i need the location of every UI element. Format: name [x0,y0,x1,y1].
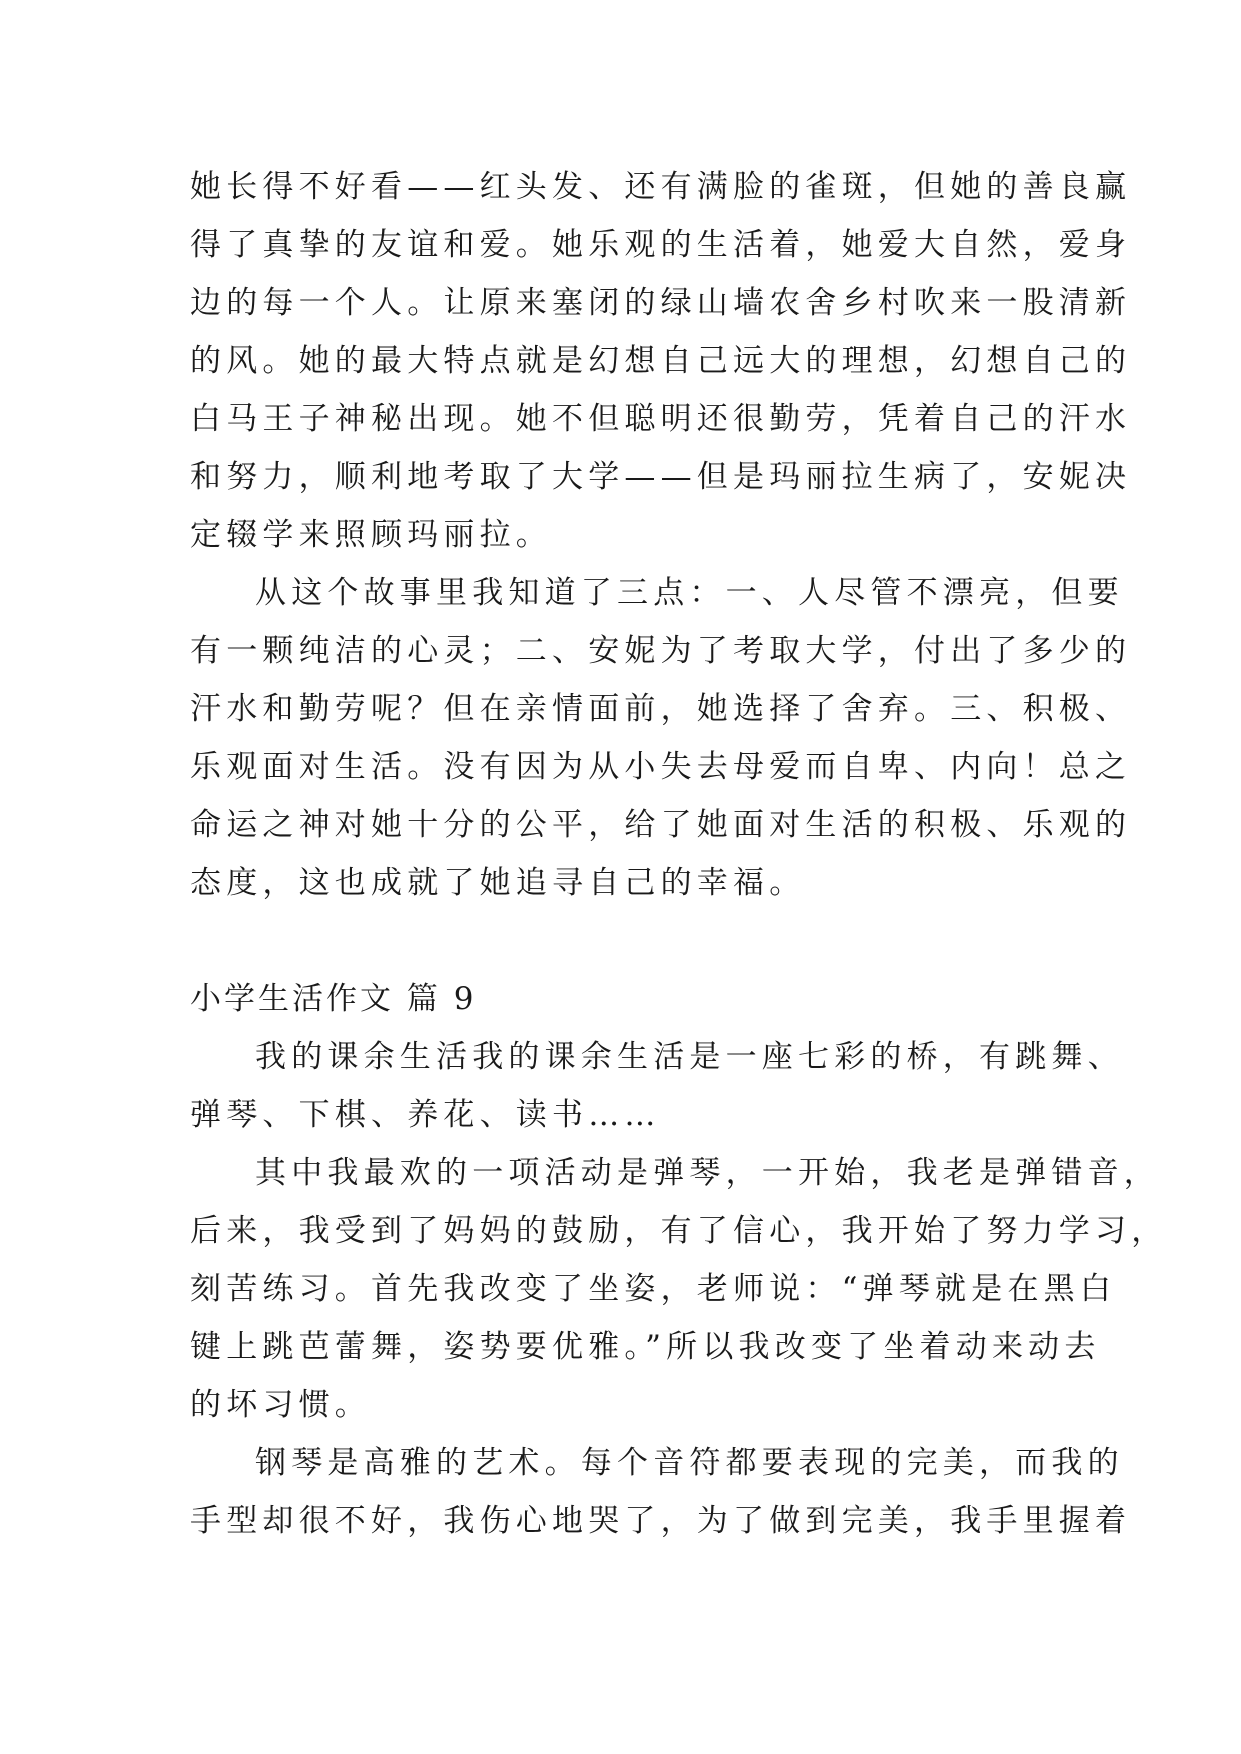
paragraph-4-line-2: 后来，我受到了妈妈的鼓励，有了信心，我开始了努力学习， [190,1213,1168,1249]
paragraph-1-line-5: 白马王子神秘出现。她不但聪明还很勤劳，凭着自己的汗水 [190,401,1132,437]
paragraph-1-line-1: 她长得不好看——红头发、还有满脸的雀斑，但她的善良赢 [190,169,1132,205]
paragraph-4-line-4: 键上跳芭蕾舞，姿势要优雅。”所以我改变了坐着动来动去 [190,1329,1101,1365]
paragraph-2-line-6: 态度，这也成就了她追寻自己的幸福。 [190,865,806,901]
paragraph-2-line-4: 乐观面对生活。没有因为从小失去母爱而自卑、内向！总之 [190,749,1132,785]
section-heading: 小学生活作文 篇 9 [190,981,477,1017]
paragraph-2-line-2: 有一颗纯洁的心灵；二、安妮为了考取大学，付出了多少的 [190,633,1132,669]
paragraph-5-line-2: 手型却很不好，我伤心地哭了，为了做到完美，我手里握着 [190,1503,1132,1539]
paragraph-1-line-6: 和努力，顺利地考取了大学——但是玛丽拉生病了，安妮决 [190,459,1132,495]
paragraph-2-line-1: 从这个故事里我知道了三点：一、人尽管不漂亮，但要 [255,575,1124,611]
paragraph-1-line-2: 得了真挚的友谊和爱。她乐观的生活着，她爱大自然，爱身 [190,227,1132,263]
paragraph-4-line-5: 的坏习惯。 [190,1387,371,1423]
paragraph-2-line-3: 汗水和勤劳呢？但在亲情面前，她选择了舍弃。三、积极、 [190,691,1132,727]
paragraph-4-line-3: 刻苦练习。首先我改变了坐姿，老师说：“弹琴就是在黑白 [190,1271,1117,1307]
paragraph-3-line-1: 我的课余生活我的课余生活是一座七彩的桥，有跳舞、 [255,1039,1124,1075]
paragraph-1-line-4: 的风。她的最大特点就是幻想自己远大的理想，幻想自己的 [190,343,1132,379]
paragraph-2-line-5: 命运之神对她十分的公平，给了她面对生活的积极、乐观的 [190,807,1132,843]
paragraph-3-line-2: 弹琴、下棋、养花、读书…… [190,1097,661,1133]
paragraph-5-line-1: 钢琴是高雅的艺术。每个音符都要表现的完美，而我的 [255,1445,1124,1481]
paragraph-1-line-3: 边的每一个人。让原来塞闭的绿山墙农舍乡村吹来一股清新 [190,285,1132,321]
paragraph-4-line-1: 其中我最欢的一项活动是弹琴，一开始，我老是弹错音， [255,1155,1160,1191]
paragraph-1-line-7: 定辍学来照顾玛丽拉。 [190,517,552,553]
